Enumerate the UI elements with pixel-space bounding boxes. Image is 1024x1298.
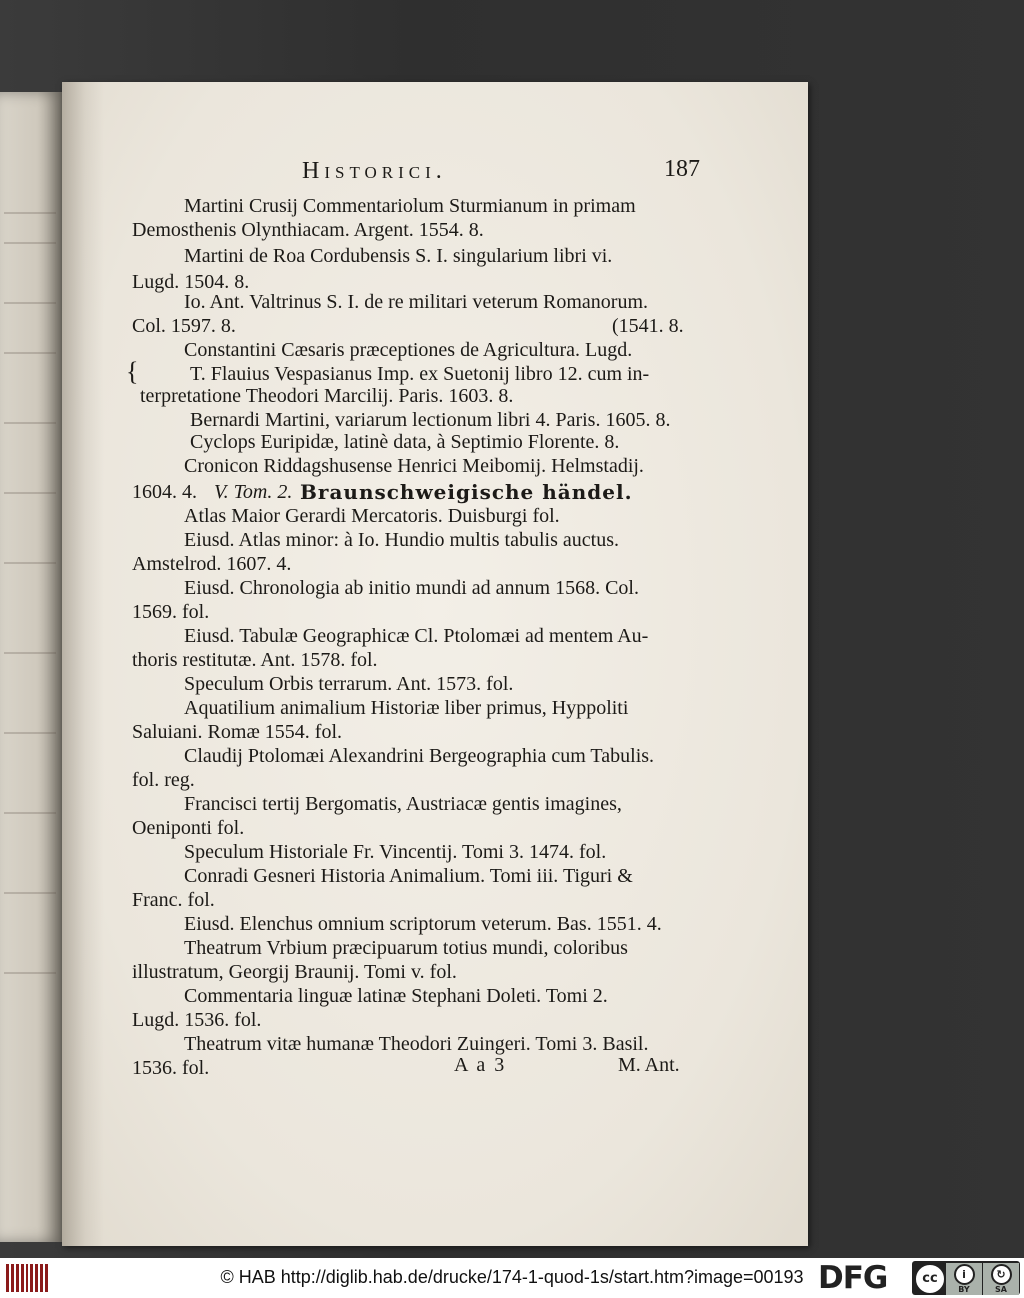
bleed-through-mark (4, 562, 56, 564)
entry-line: Eiusd. Elenchus omnium scriptorum veterum. Bas. 1551. 4. (184, 913, 662, 935)
bleed-through-mark (4, 492, 56, 494)
entry-line: Cronicon Riddagshusense Henrici Meibomij. Helmstadij. (184, 455, 644, 477)
catchword: M. Ant. (618, 1054, 680, 1076)
margin-note-volume: V. Tom. 2. (214, 481, 293, 503)
entry-line: Speculum Historiale Fr. Vincentij. Tomi 3. 1474. fol. (184, 841, 607, 863)
page-number: 187 (664, 156, 700, 182)
entry-line: illustratum, Georgij Braunij. Tomi v. fol. (132, 961, 457, 983)
entry-line: Col. 1597. 8. (132, 315, 236, 337)
entry-line: Lugd. 1504. 8. (132, 271, 250, 293)
sa-icon: ↻ SA (983, 1263, 1019, 1295)
by-icon: i BY (946, 1263, 982, 1295)
entry-line: Constantini Cæsaris præceptiones de Agricultura. Lugd. (184, 339, 633, 361)
entry-line: Saluiani. Romæ 1554. fol. (132, 721, 342, 743)
bleed-through-mark (4, 242, 56, 244)
blackletter-note: Braunschweigische händel. (300, 480, 633, 504)
grouping-bracket: { (126, 357, 139, 386)
running-head: Historici. (302, 158, 447, 184)
entry-line: Theatrum vitæ humanæ Theodori Zuingeri. Tomi 3. Basil. (184, 1033, 649, 1055)
margin-note-year: (1541. 8. (612, 315, 684, 337)
entry-line: Speculum Orbis terrarum. Ant. 1573. fol. (184, 673, 514, 695)
entry-line: Martini Crusij Commentariolum Sturmianum in primam (184, 195, 636, 217)
bleed-through-mark (4, 212, 56, 214)
entry-line: T. Flauius Vespasianus Imp. ex Suetonij libro 12. cum in- (190, 363, 650, 385)
cc-license-badge[interactable] (912, 1261, 1020, 1295)
dfg-logo: DFG (818, 1260, 888, 1296)
entry-line: Bernardi Martini, variarum lectionum libri 4. Paris. 1605. 8. (190, 409, 671, 431)
footer-credit-link[interactable]: © HAB http://diglib.hab.de/drucke/174-1-quod-1s/start.htm?image=00193 (220, 1267, 804, 1287)
facing-page-edge (0, 92, 62, 1242)
entry-line: Oeniponti fol. (132, 817, 245, 839)
entry-line: Eiusd. Chronologia ab initio mundi ad annum 1568. Col. (184, 577, 639, 599)
entry-line: terpretatione Theodori Marcilij. Paris. 1603. 8. (140, 385, 514, 407)
footer-bar (0, 1258, 1024, 1298)
entry-line: Amstelrod. 1607. 4. (132, 553, 292, 575)
entry-line: fol. reg. (132, 769, 195, 791)
entry-line: 1569. fol. (132, 601, 210, 623)
entry-line: Aquatilium animalium Historiæ liber primus, Hyppoliti (184, 697, 629, 719)
entry-line: Atlas Maior Gerardi Mercatoris. Duisburgi fol. (184, 505, 560, 527)
bleed-through-mark (4, 422, 56, 424)
entry-line: 1604. 4. (132, 481, 197, 503)
gutter-shadow (62, 82, 104, 1246)
entry-line: Eiusd. Tabulæ Geographicæ Cl. Ptolomæi ad mentem Au- (184, 625, 649, 647)
bleed-through-mark (4, 652, 56, 654)
entry-line: Franc. fol. (132, 889, 215, 911)
entry-line: Claudij Ptolomæi Alexandrini Bergeographia cum Tabulis. (184, 745, 655, 767)
entry-line: Martini de Roa Cordubensis S. I. singularium libri vi. (184, 245, 613, 267)
entry-line: Francisci tertij Bergomatis, Austriacæ gentis imagines, (184, 793, 622, 815)
entry-line: thoris restitutæ. Ant. 1578. fol. (132, 649, 378, 671)
bleed-through-mark (4, 352, 56, 354)
bleed-through-mark (4, 732, 56, 734)
signature-mark: A a 3 (454, 1054, 507, 1076)
cc-icon: cc (914, 1263, 946, 1295)
entry-line: Cyclops Euripidæ, latinè data, à Septimio Florente. 8. (190, 431, 620, 453)
bleed-through-mark (4, 812, 56, 814)
entry-line: Conradi Gesneri Historia Animalium. Tomi iii. Tiguri & (184, 865, 633, 887)
bleed-through-mark (4, 972, 56, 974)
entry-line: Eiusd. Atlas minor: à Io. Hundio multis tabulis auctus. (184, 529, 619, 551)
bleed-through-mark (4, 892, 56, 894)
entry-line: Lugd. 1536. fol. (132, 1009, 262, 1031)
book-page (62, 82, 808, 1246)
entry-line: Commentaria linguæ latinæ Stephani Doleti. Tomi 2. (184, 985, 608, 1007)
entry-line: 1536. fol. (132, 1057, 210, 1079)
entry-line: Demosthenis Olynthiacam. Argent. 1554. 8. (132, 219, 484, 241)
entry-line: Theatrum Vrbium præcipuarum totius mundi, coloribus (184, 937, 628, 959)
bleed-through-mark (4, 302, 56, 304)
entry-line: Io. Ant. Valtrinus S. I. de re militari veterum Romanorum. (184, 291, 649, 313)
